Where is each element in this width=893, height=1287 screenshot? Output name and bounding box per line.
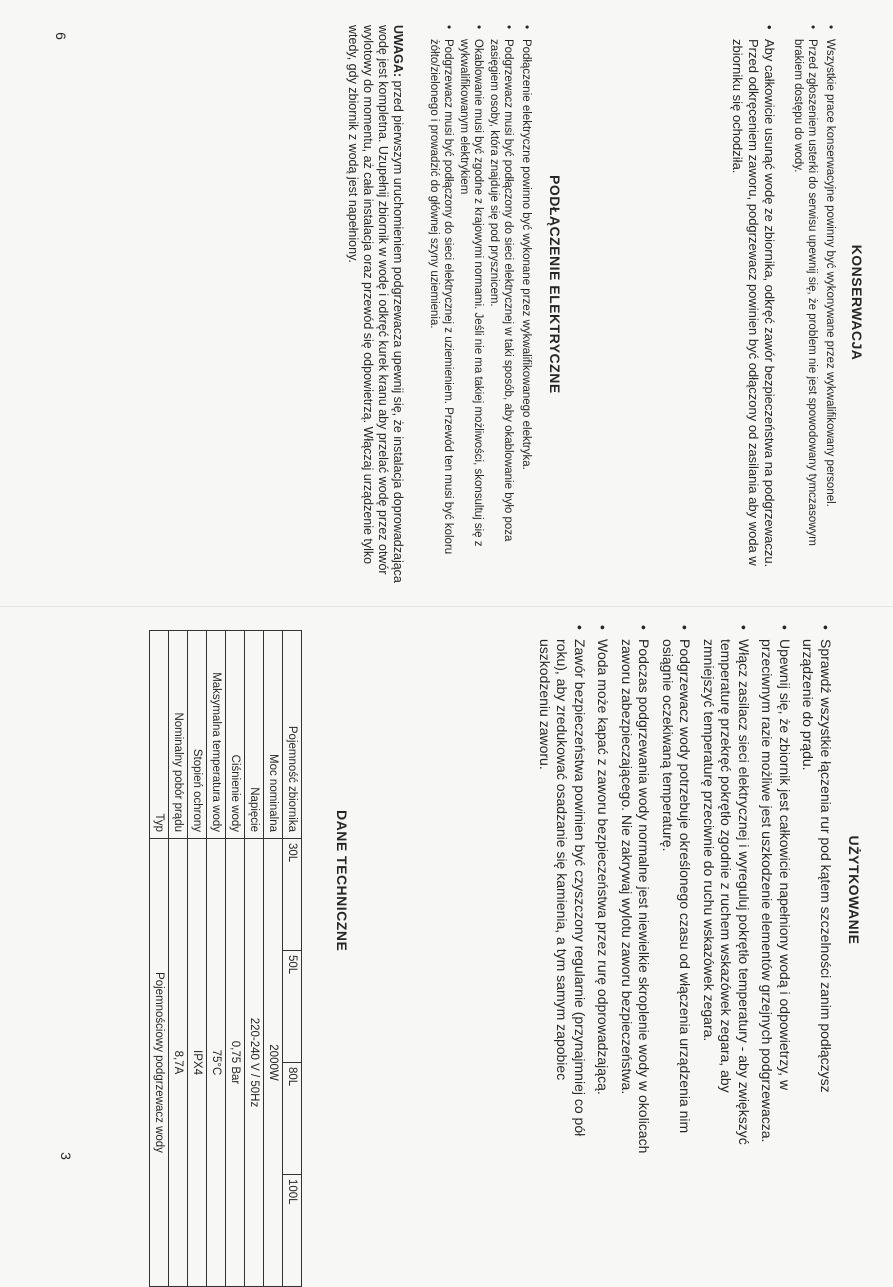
uwaga-note: [345, 25, 405, 585]
uzytkowanie-bullet-4: • Podgrzewacz wody potrzebuje określonego czasu od włączenia urządzenia nim osiągnie oczekiwaną temperaturę.: [659, 625, 694, 1155]
row-value: 75°C: [207, 839, 226, 1287]
capacity-cell: 100L: [283, 1175, 302, 1287]
page-number-right: 3: [57, 1152, 74, 1160]
capacity-cell: 80L: [283, 1063, 302, 1175]
row-value: 2000W: [264, 839, 283, 1287]
table-header-row: [283, 631, 302, 1287]
section-uzytkowanie: [530, 625, 863, 1155]
uzytkowanie-bullet-7: • Zawór bezpieczeństwa powinien być czyszczony regularnie (przynajmniej co pół roku), aby zredukować osadzanie się kamienia, a tym samym zapobiec uszkodzeniu zaworu.: [536, 625, 589, 1155]
section-konserwacja: [723, 25, 865, 580]
uwaga-label: UWAGA:: [391, 25, 405, 78]
podlaczenie-bullet-4: • Podgrzewacz musi być podłączony do sieci elektrycznej z uziemieniem. Przewód ten musi być koloru żółto/zielonego i prowadzić do głównej szyny uziemienia.: [427, 25, 455, 585]
heading-podlaczenie: PODŁĄCZENIE ELEKTRYCZNE: [547, 175, 563, 394]
row-value: 220-240 V / 50Hz: [245, 839, 264, 1287]
uzytkowanie-bullet-1: • Sprawdź wszystkie łączenia rur pod kątem szczelności zanim podłączysz urządzenie do prądu.: [799, 625, 834, 1155]
uzytkowanie-bullet-6: • Woda może kapać z zaworu bezpieczeństwa przez rurę odprowadzającą.: [594, 625, 612, 1155]
heading-uzytkowanie: UŻYTKOWANIE: [846, 835, 862, 945]
table-row: [207, 631, 226, 1287]
podlaczenie-bullet-1: • Podłączenie elektryczne powinno być wykonane przez wykwalifikowanego elektryka.: [519, 25, 533, 585]
row-label: Typ: [150, 631, 169, 839]
row-label: Napięcie: [245, 631, 264, 839]
table-row: [188, 631, 207, 1287]
konserwacja-bullet-3: • Aby całkowicie usunąć wodę ze zbiornika, odkręć zawór bezpieczeństwa na podgrzewaczu. Przed odkręceniem zaworu, podgrzewacz powinien być odłączony od zasilania aby woda w zbiorniku się ochodziła.: [729, 25, 777, 580]
tech-table: [149, 630, 302, 1287]
section-dane-table: [149, 630, 302, 1286]
section-podlaczenie: [345, 25, 563, 585]
heading-dane: DANE TECHNICZNE: [334, 810, 350, 952]
table-header-label: Pojemność zbiornika: [283, 631, 302, 839]
row-label: Moc nominalna: [264, 631, 283, 839]
capacity-cell: 30L: [283, 839, 302, 951]
page-fold: [0, 606, 893, 607]
heading-konserwacja: KONSERWACJA: [849, 244, 865, 361]
uzytkowanie-bullet-5: • Podczas podgrzewania wody normalne jest niewielkie skroplenie wody w okolicach zaworu zabezpieczającego. Nie zakrywaj wylotu zaworu bezpieczeństwa.: [618, 625, 653, 1155]
capacity-cell: 50L: [283, 951, 302, 1063]
uzytkowanie-bullet-2: • Upewnij się, że zbiornik jest całkowicie napełniony wodą i odpowietrzy, w przeciwnym razie możliwe jest uszkodzenie elementów grzejnych podgrzewacza.: [758, 625, 793, 1155]
uwaga-text: przed pierwszym uruchomieniem podgrzewacza upewnij się, że instalacja doprowadzająca wodę jest kompletna. Uzupełnij zbiornik w wodę i odkręć kurek kranu aby przelać wodę przez otwór wylotowy do momentu, aż cała instalacja oraz przewód się odpowietrzą. Włączaj urządzenie tylko wtedy, gdy zbiornik z wodą jest napełniony.: [346, 25, 405, 583]
row-label: Ciśnienie wody: [226, 631, 245, 839]
table-row: [264, 631, 283, 1287]
row-value: 8,7A: [169, 839, 188, 1287]
uzytkowanie-bullet-3: • Włącz zasilacz sieci elektrycznej i wyreguluj pokrętło temperatury - aby zwiększyć temperaturę przekręć pokrętło zgodnie z ruchem wskazówek zegara, aby zmniejszyć temperaturę przeciwnie do ruchu wskazówek zegara.: [700, 625, 753, 1155]
row-label: Maksymalna temperatura wody: [207, 631, 226, 839]
konserwacja-bullet-2: • Przed zgłoszeniem usterki do serwisu upewnij się, że problem nie jest spowodowany tymczasowym brakiem dostępu do wody.: [791, 25, 819, 580]
row-label: Stopień ochrony: [188, 631, 207, 839]
row-label: Nominalny pobór prądu: [169, 631, 188, 839]
podlaczenie-bullet-2: • Podgrzewacz musi być podłączony do sieci elektrycznej w taki sposób, aby okablowanie było poza zasięgiem osoby, która znajduje się pod prysznicem.: [487, 25, 515, 585]
row-value: 0,75 Bar: [226, 839, 245, 1287]
table-row: [245, 631, 264, 1287]
table-row: [169, 631, 188, 1287]
table-row: [150, 631, 169, 1287]
podlaczenie-bullet-3: • Okablowanie musi być zgodne z krajowymi normami. Jeśli nie ma takiej możliwości, skonsultuj się z wykwalifikowanym elektrykiem: [457, 25, 485, 585]
row-value: IPX4: [188, 839, 207, 1287]
page-number-left: 6: [52, 32, 69, 40]
konserwacja-bullet-1: • Wszystkie prace konserwacyjne powinny być wykonywane przez wykwalifikowany personel.: [823, 25, 837, 580]
row-value: Pojemnościowy podgrzewacz wody: [150, 839, 169, 1287]
table-row: [226, 631, 245, 1287]
heading-dane-wrap: [322, 810, 350, 970]
